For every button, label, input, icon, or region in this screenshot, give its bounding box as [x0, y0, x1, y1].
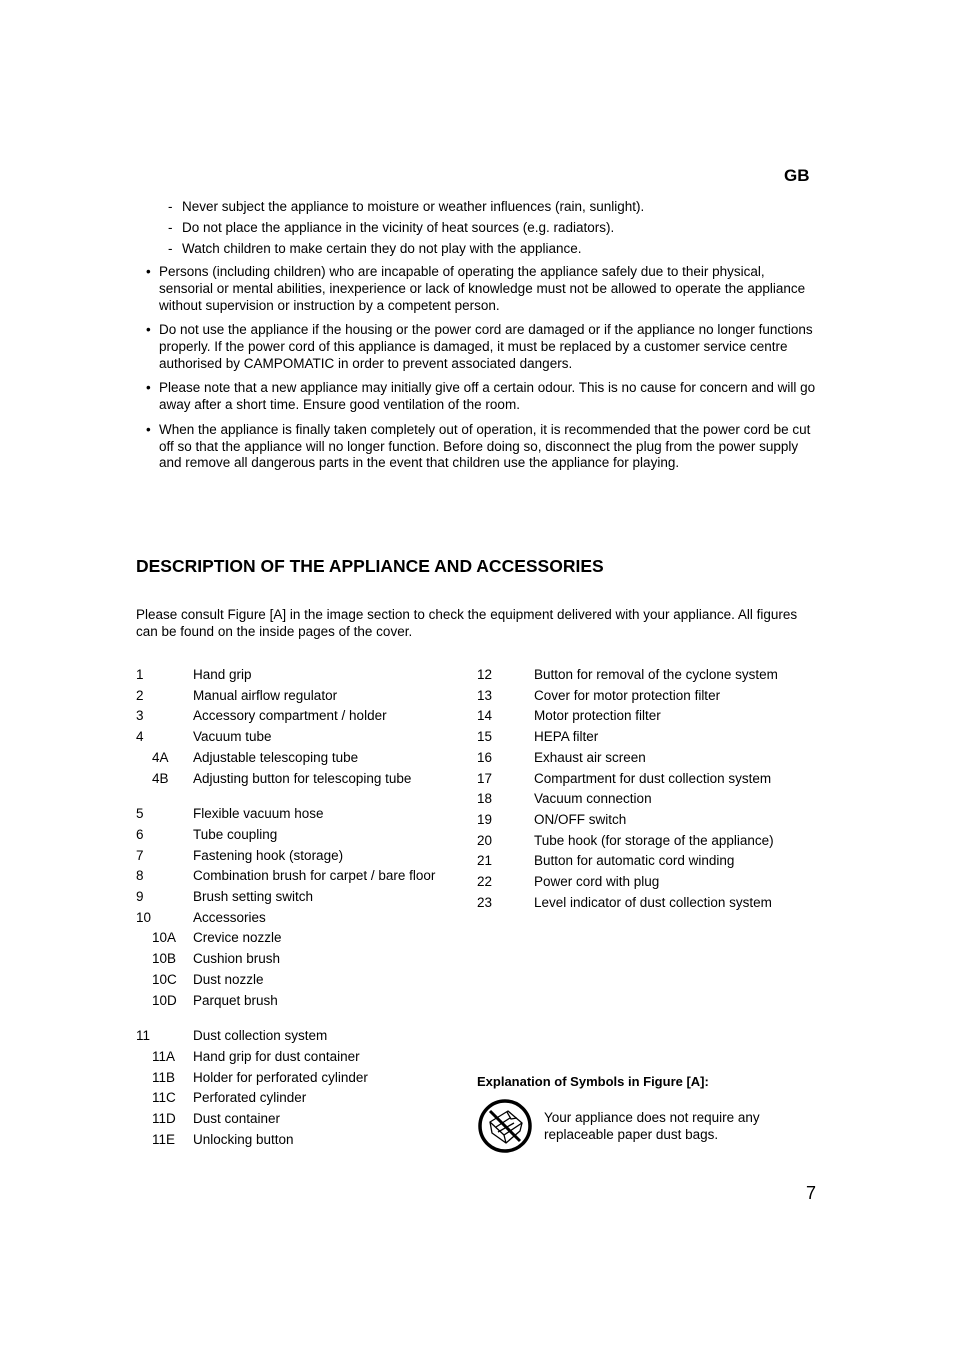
parts-list-item: [477, 872, 807, 893]
parts-list-item: [477, 893, 807, 914]
part-number: 23: [477, 894, 493, 910]
part-label: Power cord with plug: [534, 874, 660, 890]
safety-dash-item: - Never subject the appliance to moisture or weather influences (rain, sunlight).: [168, 199, 645, 214]
part-number: 2: [136, 687, 144, 703]
part-label: Button for removal of the cyclone system: [534, 667, 778, 682]
parts-list-item: [136, 1088, 466, 1109]
part-number: 16: [477, 749, 493, 765]
parts-list-item: [477, 686, 807, 707]
parts-list-item: [136, 887, 466, 908]
part-label: Adjustable telescoping tube: [193, 749, 359, 765]
part-label: Flexible vacuum hose: [193, 806, 324, 822]
part-label: Tube coupling: [193, 826, 278, 842]
parts-list-item: [136, 769, 466, 790]
part-number: 4A: [152, 749, 169, 765]
parts-list-item: [136, 1068, 466, 1089]
part-number: 14: [477, 708, 493, 724]
parts-list-item: [136, 991, 466, 1012]
no-paper-bag-icon: [477, 1098, 533, 1154]
part-label: Vacuum tube: [193, 729, 272, 745]
parts-list-item: [136, 949, 466, 970]
language-code: GB: [784, 166, 810, 185]
part-number: 4: [136, 729, 144, 745]
parts-list-item: [136, 1047, 466, 1068]
part-number: 17: [477, 770, 493, 786]
parts-list-item: [136, 1109, 466, 1130]
part-number: 22: [477, 874, 493, 890]
part-label: Hand grip: [193, 667, 252, 682]
part-label: Crevice nozzle: [193, 930, 282, 946]
safety-bullet-list: [146, 264, 822, 480]
parts-list-item: [136, 748, 466, 769]
page-number: 7: [806, 1183, 817, 1203]
parts-list-item: [477, 727, 807, 748]
parts-list-item: [477, 706, 807, 727]
safety-bullet-item: • When the appliance is finally taken completely out of operation, it is recommended that the power cord be cut off so that the appliance will no longer function. Before doing so, disconnect the plug from the power supply and remove all dangerous parts in the event that children use the appliance for playing.: [146, 421, 811, 471]
part-label: Level indicator of dust collection system: [534, 894, 772, 910]
parts-list-item: [136, 908, 466, 929]
parts-list-item: [136, 1130, 466, 1151]
part-number: 7: [136, 847, 144, 863]
part-label: Cushion brush: [193, 951, 281, 967]
part-label: Perforated cylinder: [193, 1090, 307, 1106]
symbol-explanation: Your appliance does not require any replaceable paper dust bags.: [544, 1110, 760, 1142]
parts-list-item: [136, 686, 466, 707]
part-label: Hand grip for dust container: [193, 1048, 360, 1064]
part-label: Vacuum connection: [534, 791, 652, 807]
part-number: 6: [136, 826, 144, 842]
part-label: HEPA filter: [534, 729, 599, 745]
safety-bullet-item: • Please note that a new appliance may initially give off a certain odour. This is no cause for concern and will go away after a short time. Ensure good ventilation of the room.: [146, 380, 816, 413]
parts-list-item: [136, 706, 466, 727]
part-label: Cover for motor protection filter: [534, 687, 721, 703]
part-label: Manual airflow regulator: [193, 687, 338, 703]
part-label: Accessory compartment / holder: [193, 708, 387, 724]
part-number: 4B: [152, 770, 169, 786]
safety-dash-item: - Watch children to make certain they do not play with the appliance.: [168, 241, 582, 256]
part-label: ON/OFF switch: [534, 811, 627, 827]
part-label: Accessories: [193, 909, 266, 925]
parts-list-item: [136, 866, 466, 887]
symbols-title: Explanation of Symbols in Figure [A]:: [477, 1074, 709, 1089]
parts-list-item: [136, 665, 466, 686]
part-number: 18: [477, 791, 493, 807]
part-label: Brush setting switch: [193, 889, 314, 905]
part-label: Compartment for dust collection system: [534, 770, 772, 786]
part-label: Dust collection system: [193, 1028, 328, 1044]
part-number: 8: [136, 868, 144, 884]
parts-list-item: [477, 831, 807, 852]
parts-list-item: [477, 810, 807, 831]
part-number: 10D: [152, 992, 177, 1008]
part-number: 11C: [152, 1090, 176, 1106]
section-title: DESCRIPTION OF THE APPLIANCE AND ACCESSORIES: [136, 556, 604, 576]
part-number: 10A: [152, 930, 177, 946]
part-number: 5: [136, 806, 144, 822]
part-label: Exhaust air screen: [534, 749, 646, 765]
part-number: 9: [136, 889, 144, 905]
part-label: Dust container: [193, 1111, 281, 1127]
part-number: 11: [136, 1028, 151, 1044]
part-label: Adjusting button for telescoping tube: [193, 770, 412, 786]
part-number: 19: [477, 811, 493, 827]
section-intro: Please consult Figure [A] in the image section to check the equipment delivered with your appliance. All figures can be found on the inside pages of the cover.: [136, 607, 798, 639]
part-number: 11D: [152, 1111, 176, 1127]
safety-dash-list: [168, 196, 818, 259]
parts-list-item: [136, 727, 466, 748]
part-label: Unlocking button: [193, 1131, 294, 1147]
part-number: 15: [477, 729, 493, 745]
part-number: 10C: [152, 971, 177, 987]
part-label: Button for automatic cord winding: [534, 853, 735, 869]
part-label: Dust nozzle: [193, 971, 264, 987]
part-number: 1: [136, 667, 144, 682]
parts-list-item: [136, 970, 466, 991]
part-label: Motor protection filter: [534, 708, 661, 724]
part-number: 11A: [152, 1048, 176, 1064]
parts-list-item: [477, 769, 807, 790]
part-number: 20: [477, 832, 493, 848]
parts-list-item: [136, 825, 466, 846]
parts-list-item: [477, 789, 807, 810]
parts-list-item: [136, 846, 466, 867]
parts-list-item: [477, 748, 807, 769]
part-number: 10: [136, 909, 152, 925]
part-label: Tube hook (for storage of the appliance): [534, 832, 774, 848]
part-number: 11B: [152, 1069, 176, 1085]
parts-list-left: [136, 665, 466, 1150]
part-label: Holder for perforated cylinder: [193, 1069, 368, 1085]
parts-list-right: [477, 665, 807, 913]
part-label: Combination brush for carpet / bare floor: [193, 868, 436, 884]
part-label: Parquet brush: [193, 992, 278, 1008]
part-number: 12: [477, 667, 493, 682]
part-number: 21: [477, 853, 493, 869]
part-number: 11E: [152, 1131, 176, 1147]
part-number: 10B: [152, 951, 177, 967]
parts-list-item: [477, 665, 807, 686]
parts-list-item: [136, 804, 466, 825]
safety-bullet-item: • Persons (including children) who are incapable of operating the appliance safely due to their physical, sensorial or mental abilities, inexperience or lack of knowledge must not be allowed to operate the appliance without supervision or instruction by a competent person.: [146, 264, 806, 313]
parts-list-item: [136, 1026, 466, 1047]
parts-list-item: [136, 928, 466, 949]
part-number: 3: [136, 708, 144, 724]
safety-dash-item: - Do not place the appliance in the vicinity of heat sources (e.g. radiators).: [168, 220, 615, 235]
safety-bullet-item: • Do not use the appliance if the housing or the power cord are damaged or if the appliance no longer functions properly. If the power cord of this appliance is damaged, it must be replaced by a customer service centre authorised by CAMPOMATIC in order to prevent associated dangers.: [146, 322, 813, 371]
part-label: Fastening hook (storage): [193, 847, 344, 863]
parts-list-item: [477, 851, 807, 872]
part-number: 13: [477, 687, 493, 703]
